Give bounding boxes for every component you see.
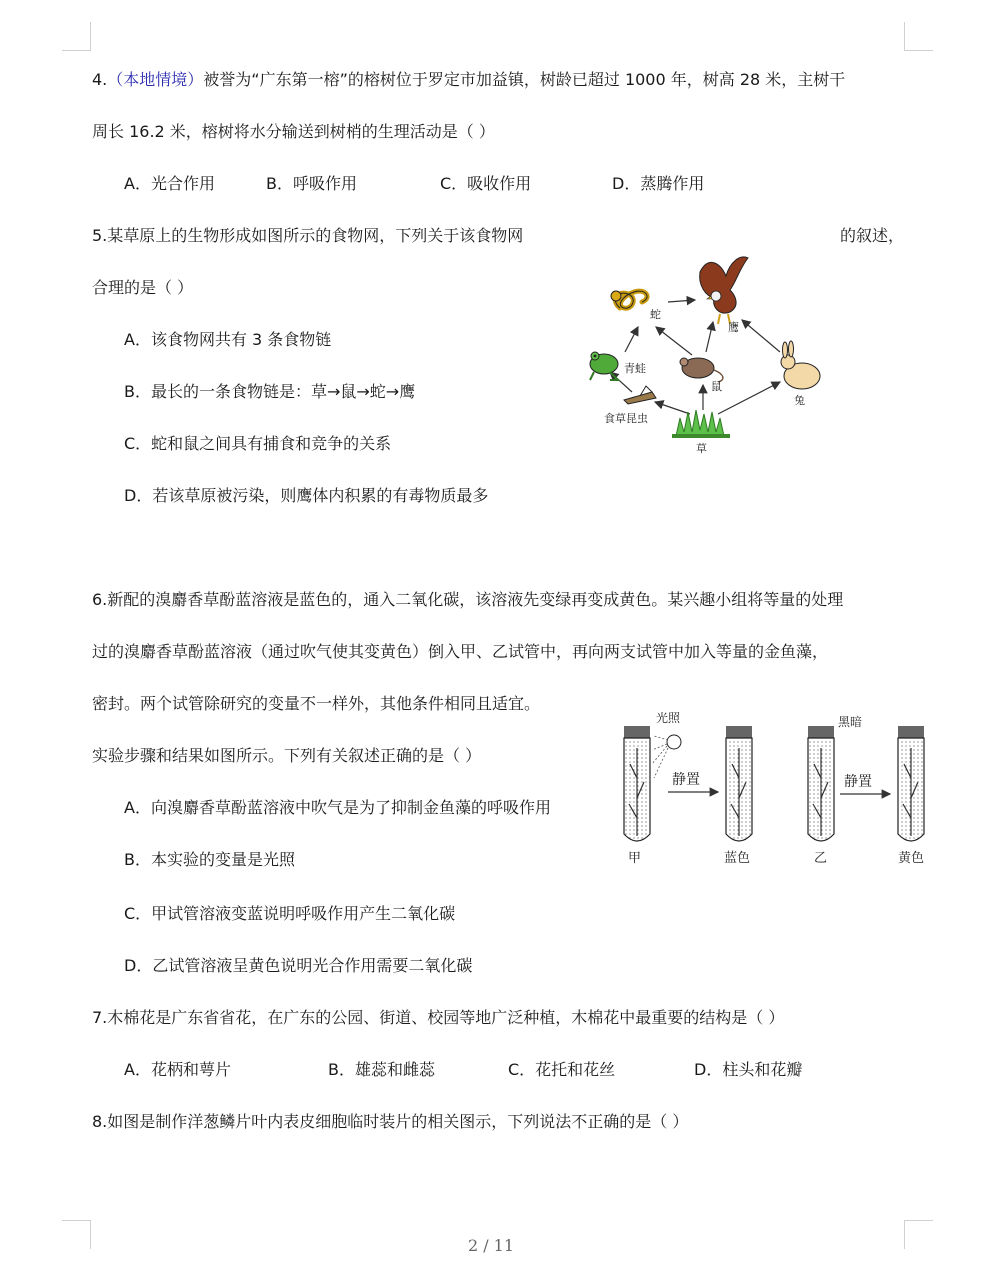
q4-line-1 bbox=[92, 70, 845, 90]
q5-option-b: B．最长的一条食物链是：草→鼠→蛇→鹰 bbox=[124, 382, 416, 401]
q4-option-d: D．蒸腾作用 bbox=[612, 174, 705, 193]
corner-mark-top-right bbox=[904, 22, 933, 51]
label-result-b: 黄色 bbox=[898, 851, 925, 866]
label-dark: 黑暗 bbox=[838, 715, 863, 729]
tube-a-icon bbox=[624, 726, 650, 841]
q4-line-2: 周长 16.2 米，榕树将水分输送到树梢的生理活动是（ ） bbox=[92, 122, 495, 141]
q4-option-b: B．呼吸作用 bbox=[266, 174, 357, 193]
corner-mark-top-left bbox=[62, 22, 91, 51]
q6-line-1: 6.新配的溴麝香草酚蓝溶液是蓝色的，通入二氧化碳，该溶液先变绿再变成黄色。某兴趣小组将等量的处理 bbox=[92, 590, 844, 609]
label-grass: 草 bbox=[696, 442, 707, 455]
tube-a-result-icon bbox=[726, 726, 752, 841]
label-stand-1: 静置 bbox=[672, 772, 700, 788]
q7-option-b: B．雄蕊和雌蕊 bbox=[328, 1060, 435, 1079]
mouse-icon bbox=[680, 358, 723, 382]
frog-icon bbox=[590, 352, 618, 380]
snake-icon bbox=[611, 291, 647, 308]
label-tube-a: 甲 bbox=[628, 851, 642, 866]
q5-line-1-end: 的叙述， bbox=[840, 226, 905, 245]
grass-icon bbox=[672, 410, 730, 438]
label-snake: 蛇 bbox=[650, 308, 661, 321]
q4-option-c: C．吸收作用 bbox=[440, 174, 532, 193]
label-light: 光照 bbox=[656, 711, 681, 725]
q7-line-1: 7.木棉花是广东省省花，在广东的公园、街道、校园等地广泛种植，木棉花中最重要的结构是（ ） bbox=[92, 1008, 785, 1027]
tube-b-result-icon bbox=[898, 726, 924, 841]
label-eagle: 鹰 bbox=[728, 321, 739, 334]
q5-line-1: 5.某草原上的生物形成如图所示的食物网，下列关于该食物网 bbox=[92, 226, 524, 245]
tube-b-icon bbox=[808, 726, 834, 841]
label-frog: 青蛙 bbox=[624, 362, 646, 375]
q7-option-a: A．花柄和萼片 bbox=[124, 1060, 231, 1079]
q7-option-d: D．柱头和花瓣 bbox=[694, 1060, 803, 1079]
label-rabbit: 兔 bbox=[794, 394, 805, 407]
q4-context-tag: （本地情境） bbox=[107, 70, 204, 89]
q6-line-4: 实验步骤和结果如图所示。下列有关叙述正确的是（ ） bbox=[92, 746, 482, 765]
test-tube-figure bbox=[612, 708, 942, 870]
q6-line-2: 过的溴麝香草酚蓝溶液（通过吹气使其变黄色）倒入甲、乙试管中，再向两支试管中加入等量的金鱼藻， bbox=[92, 642, 829, 661]
label-stand-2: 静置 bbox=[844, 774, 872, 790]
label-insect: 食草昆虫 bbox=[604, 412, 648, 425]
q6-option-b: B．本实验的变量是光照 bbox=[124, 850, 295, 869]
rabbit-icon bbox=[781, 341, 820, 389]
label-tube-b: 乙 bbox=[814, 851, 828, 866]
q5-line-2: 合理的是（ ） bbox=[92, 278, 194, 297]
label-result-a: 蓝色 bbox=[724, 851, 751, 866]
q6-option-c: C．甲试管溶液变蓝说明呼吸作用产生二氧化碳 bbox=[124, 904, 456, 923]
eagle-icon bbox=[700, 257, 748, 324]
q6-option-a: A．向溴麝香草酚蓝溶液中吹气是为了抑制金鱼藻的呼吸作用 bbox=[124, 798, 551, 817]
q8-line-1: 8.如图是制作洋葱鳞片叶内表皮细胞临时装片的相关图示，下列说法不正确的是（ ） bbox=[92, 1112, 689, 1131]
q4-number: 4. bbox=[92, 70, 108, 89]
q4-stem-text: 被誉为“广东第一榕”的榕树位于罗定市加益镇，树龄已超过 1000 年，树高 28 米，主树干 bbox=[203, 70, 846, 89]
q6-line-3: 密封。两个试管除研究的变量不一样外，其他条件相同且适宜。 bbox=[92, 694, 541, 713]
q4-option-a: A．光合作用 bbox=[124, 174, 215, 193]
q5-option-d: D．若该草原被污染，则鹰体内积累的有毒物质最多 bbox=[124, 486, 489, 505]
page-number: 2 / 11 bbox=[467, 1236, 515, 1255]
q5-option-a: A．该食物网共有 3 条食物链 bbox=[124, 330, 332, 349]
q6-option-d: D．乙试管溶液呈黄色说明光合作用需要二氧化碳 bbox=[124, 956, 473, 975]
food-web-figure bbox=[580, 252, 850, 458]
q5-option-c: C．蛇和鼠之间具有捕食和竞争的关系 bbox=[124, 434, 392, 453]
q7-option-c: C．花托和花丝 bbox=[508, 1060, 616, 1079]
label-mouse: 鼠 bbox=[711, 380, 722, 393]
